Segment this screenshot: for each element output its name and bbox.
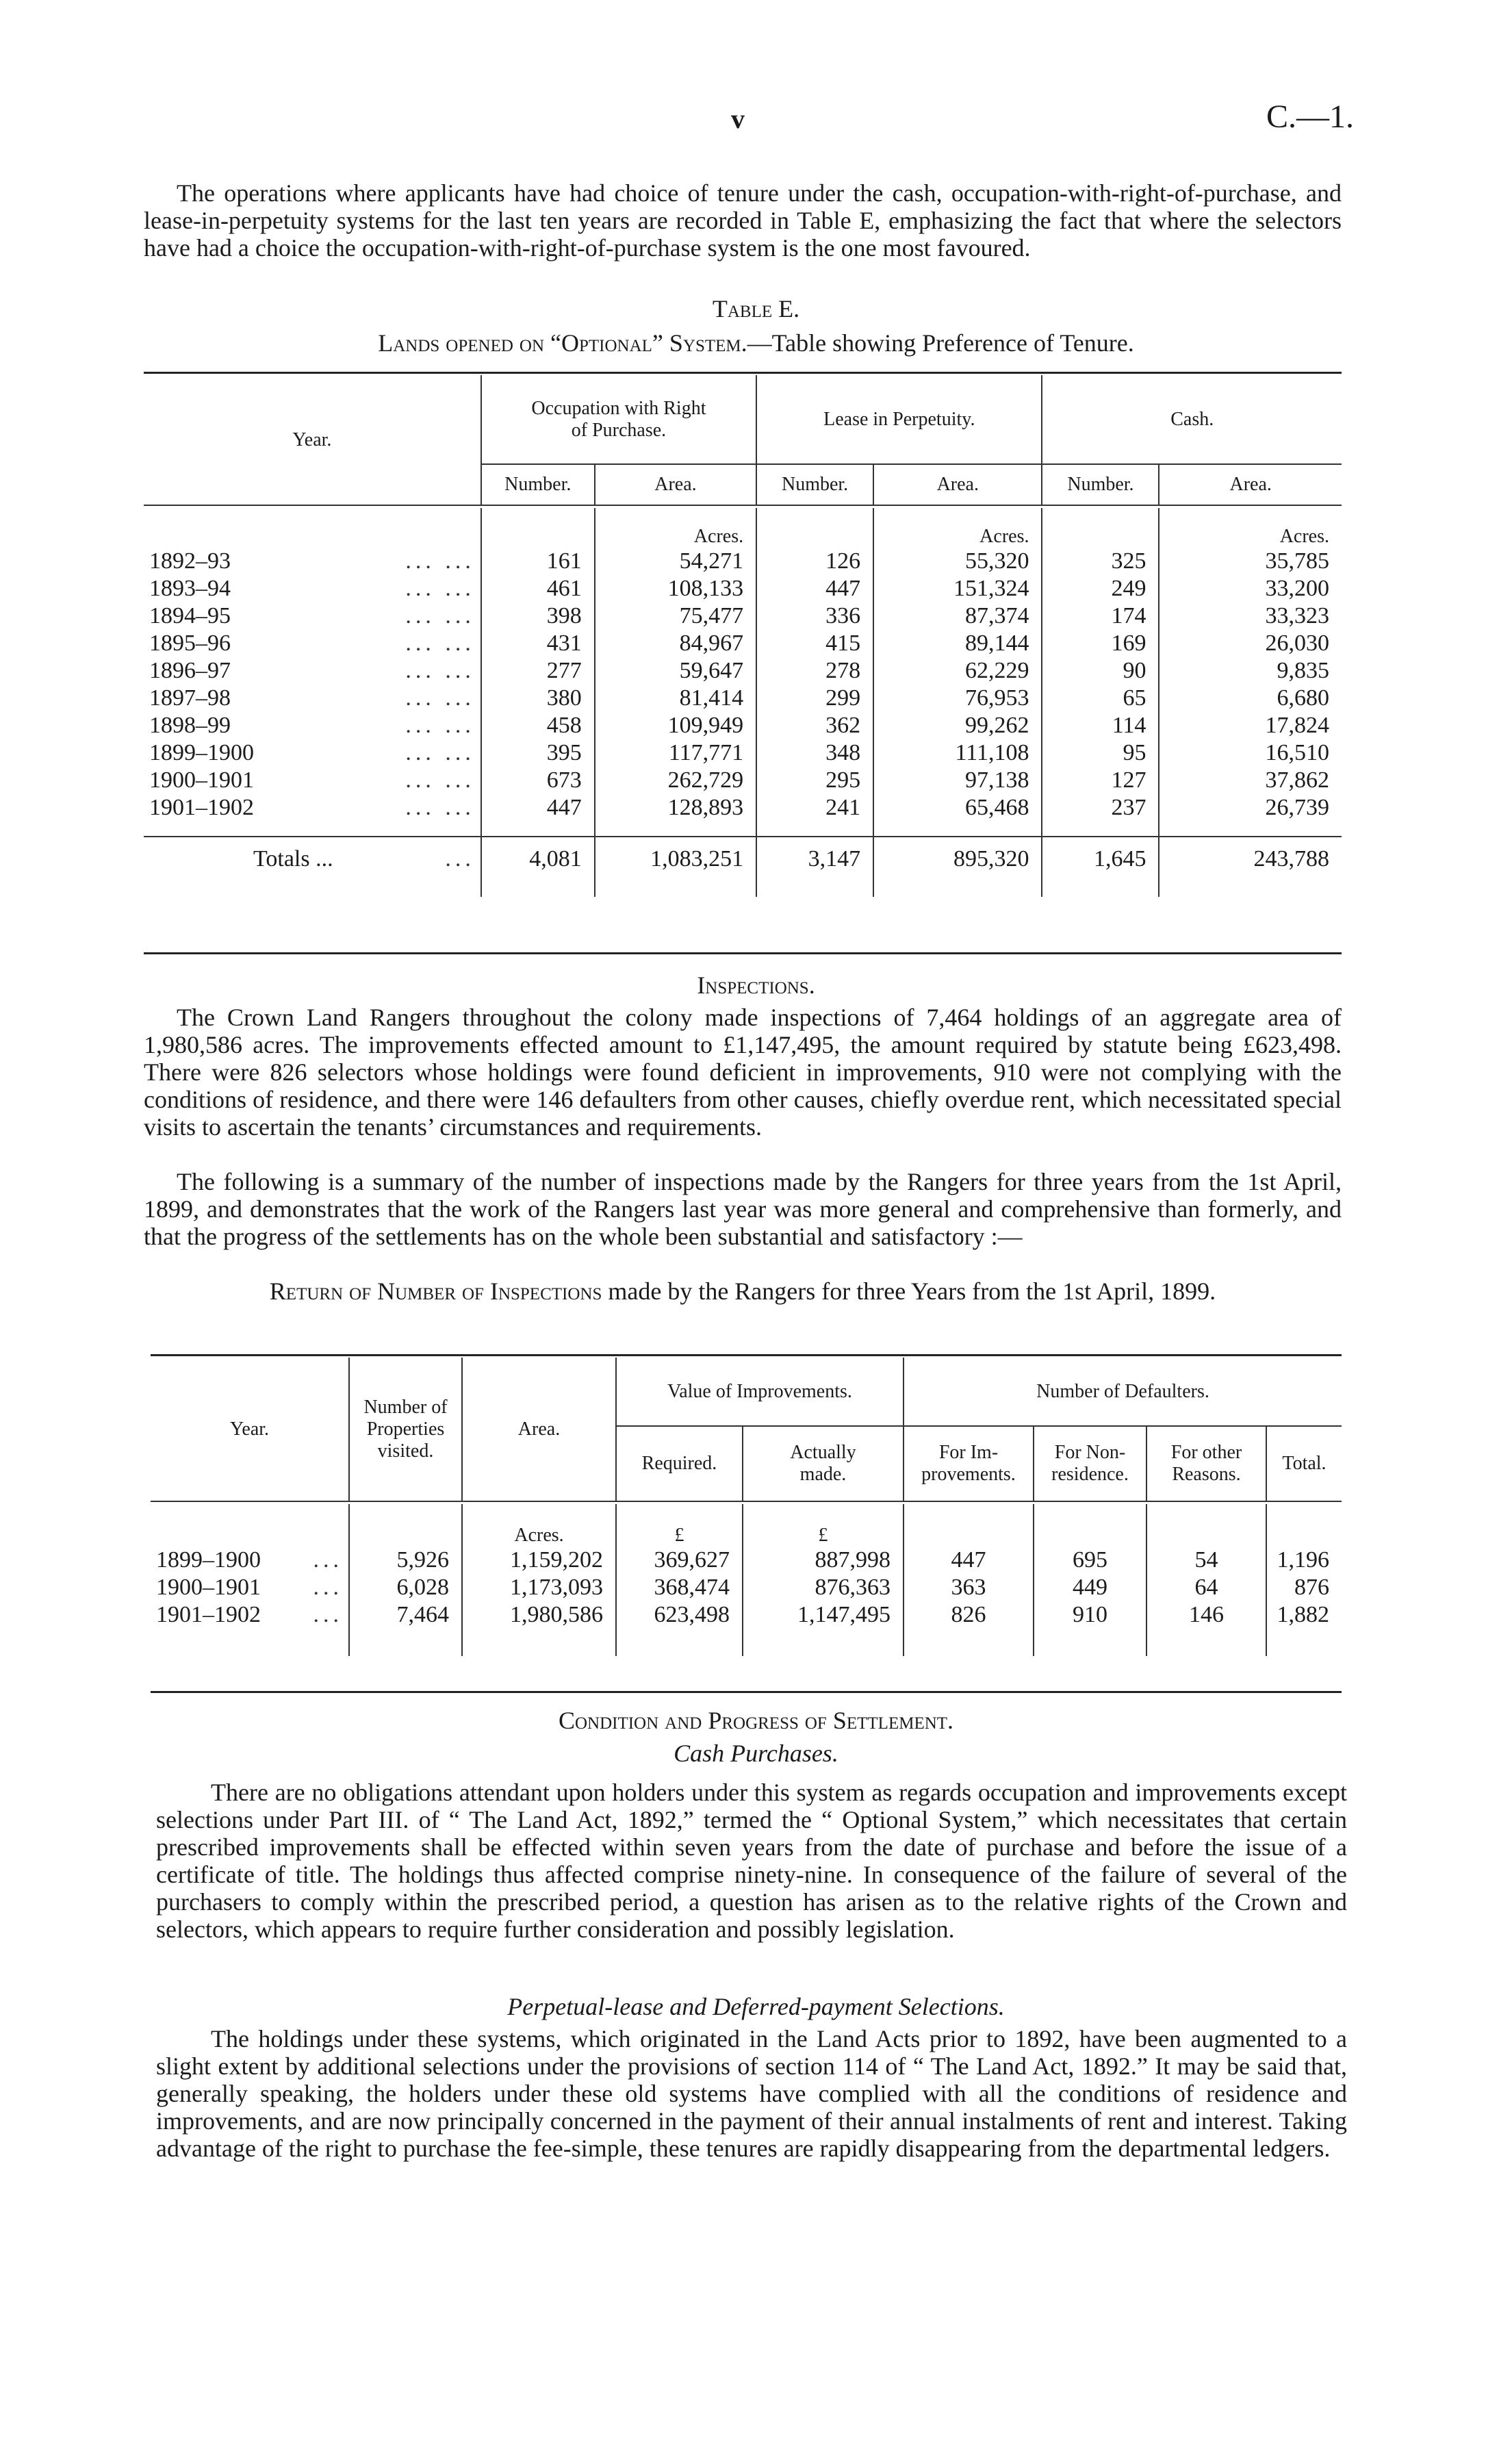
orp-number-cell: 398 — [481, 602, 595, 630]
lip-area-cell: 62,229 — [873, 657, 1042, 685]
year-label: 1899–1900 — [156, 1547, 261, 1573]
properties-cell: 6,028 — [349, 1574, 462, 1601]
table-e-year-header: Year. — [292, 429, 332, 450]
total-cash-number: 1,645 — [1042, 837, 1159, 880]
year-cell — [144, 548, 481, 575]
table-row — [144, 602, 1342, 630]
lip-number-cell: 299 — [756, 685, 873, 712]
lip-number-cell: 278 — [756, 657, 873, 685]
total-lip-number: 3,147 — [756, 837, 873, 880]
table-e-unit-acres: Acres. — [1159, 508, 1342, 548]
table-row — [144, 630, 1342, 657]
cash-number-cell: 114 — [1042, 712, 1159, 739]
year-cell — [151, 1547, 349, 1574]
cash-number-cell: 127 — [1042, 767, 1159, 794]
table-e-totals-label — [144, 837, 481, 880]
lip-number-cell: 336 — [756, 602, 873, 630]
for-other-cell: 54 — [1146, 1547, 1266, 1574]
year-label: 1901–1902 — [156, 1602, 261, 1627]
table-row — [144, 712, 1342, 739]
total-lip-area: 895,320 — [873, 837, 1042, 880]
return-sub-for-improvements: For Im-provements. — [904, 1426, 1034, 1501]
page-number: v — [731, 103, 745, 134]
year-label: 1894–95 — [149, 603, 231, 628]
leader-dots: ... ... — [405, 713, 475, 738]
actual-cell: 876,363 — [743, 1574, 904, 1601]
for-improvements-cell: 363 — [904, 1574, 1034, 1601]
orp-area-cell: 109,949 — [595, 712, 756, 739]
table-row — [144, 548, 1342, 575]
total-cell: 876 — [1266, 1574, 1342, 1601]
year-label: 1895–96 — [149, 631, 231, 656]
table-row — [151, 1601, 1342, 1629]
year-label: 1898–99 — [149, 713, 231, 738]
return-table-body — [151, 1547, 1342, 1629]
table-e-caption-prefix: Lands opened on “Optional” System. — [378, 329, 747, 357]
return-group-value: Value of Improvements. — [616, 1358, 904, 1426]
cash-area-cell: 33,323 — [1159, 602, 1342, 630]
year-label: 1901–1902 — [149, 795, 254, 820]
leader-dots: ... ... — [405, 548, 475, 574]
properties-cell: 5,926 — [349, 1547, 462, 1574]
orp-number-cell: 277 — [481, 657, 595, 685]
perpetual-lease-paragraph: The holdings under these systems, which originated in the Land Acts prior to 1892, have been augmented to a slight extent by additional selections under the provisions of section 114 of “ The Land Act, 1892.” It may be said that, generally speaking, the holders under these old systems have complied with all the conditions of residence and improvements, and are now principally concerned in the payment of their annual instalments of rent and interest. Taking advantage of the right to purchase the fee-simple, these tenures are rapidly disappearing from the departmental ledgers. — [156, 2025, 1347, 2162]
lip-number-cell: 295 — [756, 767, 873, 794]
table-row — [144, 575, 1342, 602]
properties-cell: 7,464 — [349, 1601, 462, 1629]
table-row — [144, 739, 1342, 767]
document-reference: C.—1. — [1266, 99, 1355, 135]
cash-number-cell: 325 — [1042, 548, 1159, 575]
leader-dots: ... ... — [405, 767, 475, 793]
lip-number-cell: 447 — [756, 575, 873, 602]
orp-number-cell: 431 — [481, 630, 595, 657]
for-improvements-cell: 826 — [904, 1601, 1034, 1629]
table-e-sub-number: Number. — [481, 464, 595, 505]
inspections-paragraph-1: The Crown Land Rangers throughout the colony made inspections of 7,464 holdings of an aggregate area of 1,980,586 acres. The improvements effected amount to £1,147,495, the amount required by statute being £623,498. There were 826 selectors whose holdings were found deficient in improvements, 910 were not complying with the conditions of residence, and there were 146 defaulters from other causes, chiefly overdue rent, which necessitated special visits to ascertain the tenants’ circumstances and requirements. — [144, 1004, 1342, 1141]
year-label: 1896–97 — [149, 658, 231, 683]
return-area-header: Area. — [462, 1358, 616, 1501]
return-sub-for-nonresidence: For Non-residence. — [1034, 1426, 1146, 1501]
cash-area-cell: 17,824 — [1159, 712, 1342, 739]
total-orp-area: 1,083,251 — [595, 837, 756, 880]
return-unit-pound: £ — [743, 1504, 904, 1547]
lip-area-cell: 99,262 — [873, 712, 1042, 739]
year-label: 1900–1901 — [149, 767, 254, 793]
return-sub-total: Total. — [1266, 1426, 1342, 1501]
lip-number-cell: 348 — [756, 739, 873, 767]
total-cash-area: 243,788 — [1159, 837, 1342, 880]
year-cell — [144, 657, 481, 685]
table-e-sub-number: Number. — [1042, 464, 1159, 505]
year-cell — [144, 739, 481, 767]
cash-purchases-paragraph: There are no obligations attendant upon holders under this system as regards occupation and improvements except selections under Part III. of “ The Land Act, 1892,” termed the “ Optional System,” which necessitates that certain prescribed improvements shall be effected within seven years from the date of purchase and before the issue of a certificate of title. The holdings thus affected comprise ninety-nine. In consequence of the failure of several of the purchasers to comply within the prescribed period, a question has arisen as to the relative rights of the Crown and selectors, which appears to require further consideration and possibly legislation. — [156, 1779, 1347, 1943]
required-cell: 369,627 — [616, 1547, 743, 1574]
table-e-top-rule — [144, 372, 1342, 374]
lip-area-cell: 55,320 — [873, 548, 1042, 575]
orp-area-cell: 54,271 — [595, 548, 756, 575]
total-cell: 1,196 — [1266, 1547, 1342, 1574]
table-e-sub-number: Number. — [756, 464, 873, 505]
leader-dots: ... ... — [405, 685, 475, 711]
year-cell — [144, 630, 481, 657]
lip-area-cell: 111,108 — [873, 739, 1042, 767]
intro-paragraph: The operations where applicants have had choice of tenure under the cash, occupation-with-right-of-purchase, and lease-in-perpetuity systems for the last ten years are recorded in Table E, emphasizing the fact that where the selectors have had a choice the occupation-with-right-of-purchase system is the one most favoured. — [144, 179, 1342, 262]
cash-number-cell: 249 — [1042, 575, 1159, 602]
totals-label: Totals ... — [253, 845, 333, 872]
leader-dots: ... ... — [405, 795, 475, 820]
cash-area-cell: 37,862 — [1159, 767, 1342, 794]
leader-dots: ... ... — [405, 631, 475, 656]
orp-area-cell: 81,414 — [595, 685, 756, 712]
table-row — [144, 794, 1342, 822]
table-e-group-lip: Lease in Perpetuity. — [756, 375, 1042, 464]
actual-cell: 887,998 — [743, 1547, 904, 1574]
year-label: 1893–94 — [149, 576, 231, 601]
table-e-group-orp: Occupation with Right of Purchase. — [481, 375, 756, 464]
orp-area-cell: 262,729 — [595, 767, 756, 794]
orp-number-cell: 380 — [481, 685, 595, 712]
lip-number-cell: 362 — [756, 712, 873, 739]
year-label: 1899–1900 — [149, 740, 254, 765]
table-e-sub-area: Area. — [1159, 464, 1342, 505]
cash-area-cell: 35,785 — [1159, 548, 1342, 575]
lip-number-cell: 415 — [756, 630, 873, 657]
orp-number-cell: 673 — [481, 767, 595, 794]
year-label: 1892–93 — [149, 548, 231, 574]
lip-number-cell: 126 — [756, 548, 873, 575]
return-caption-rest: made by the Rangers for three Years from the 1st April, 1899. — [608, 1277, 1216, 1305]
inspections-heading: Inspections. — [697, 971, 815, 999]
cash-area-cell: 9,835 — [1159, 657, 1342, 685]
leader-dots: ... — [313, 1547, 343, 1573]
table-e-sub-area: Area. — [873, 464, 1042, 505]
return-caption-title: Return of Number of Inspections — [269, 1277, 602, 1305]
inspections-paragraph-2: The following is a summary of the number of inspections made by the Rangers for three years from the 1st April, 1899, and demonstrates that the work of the Rangers last year was more general and comprehensive than formerly, and that the progress of the settlements has on the whole been substantial and satisfactory :— — [144, 1168, 1342, 1250]
leader-dots: ... ... — [405, 740, 475, 765]
orp-area-cell: 117,771 — [595, 739, 756, 767]
year-cell — [144, 767, 481, 794]
table-row — [144, 685, 1342, 712]
return-props-header: Number of Properties visited. — [349, 1358, 462, 1501]
table-e — [144, 375, 1342, 897]
year-cell — [151, 1574, 349, 1601]
orp-area-cell: 128,893 — [595, 794, 756, 822]
perpetual-lease-subheading: Perpetual-lease and Deferred-payment Selections. — [507, 1993, 1005, 2020]
orp-number-cell: 461 — [481, 575, 595, 602]
cash-area-cell: 26,030 — [1159, 630, 1342, 657]
orp-number-cell: 161 — [481, 548, 595, 575]
table-e-body — [144, 548, 1342, 822]
table-row — [151, 1574, 1342, 1601]
totals-leader-dots: ... — [445, 845, 475, 872]
cash-number-cell: 169 — [1042, 630, 1159, 657]
cash-area-cell: 6,680 — [1159, 685, 1342, 712]
return-table-top-rule — [151, 1354, 1342, 1356]
year-cell — [144, 575, 481, 602]
actual-cell: 1,147,495 — [743, 1601, 904, 1629]
cash-number-cell: 65 — [1042, 685, 1159, 712]
area-cell: 1,980,586 — [462, 1601, 616, 1629]
lip-area-cell: 76,953 — [873, 685, 1042, 712]
for-other-cell: 64 — [1146, 1574, 1266, 1601]
table-e-caption-suffix: —Table showing Preference of Tenure. — [747, 329, 1134, 357]
year-cell — [151, 1601, 349, 1629]
year-cell — [144, 712, 481, 739]
lip-area-cell: 151,324 — [873, 575, 1042, 602]
return-table-bottom-rule — [151, 1691, 1342, 1693]
return-caption — [144, 1277, 1342, 1305]
cash-area-cell: 26,739 — [1159, 794, 1342, 822]
year-cell — [144, 602, 481, 630]
leader-dots: ... — [313, 1602, 343, 1627]
year-cell — [144, 685, 481, 712]
table-e-group-cash: Cash. — [1042, 375, 1342, 464]
for-other-cell: 146 — [1146, 1601, 1266, 1629]
cash-number-cell: 237 — [1042, 794, 1159, 822]
table-e-bottom-rule — [144, 952, 1342, 954]
return-table — [151, 1358, 1342, 1656]
lip-area-cell: 65,468 — [873, 794, 1042, 822]
table-row — [144, 767, 1342, 794]
lip-number-cell: 241 — [756, 794, 873, 822]
table-e-sub-area: Area. — [595, 464, 756, 505]
return-sub-other-reasons: For other Reasons. — [1146, 1426, 1266, 1501]
lip-area-cell: 97,138 — [873, 767, 1042, 794]
cash-number-cell: 174 — [1042, 602, 1159, 630]
orp-area-cell: 108,133 — [595, 575, 756, 602]
year-label: 1897–98 — [149, 685, 231, 711]
orp-number-cell: 458 — [481, 712, 595, 739]
table-row — [144, 657, 1342, 685]
table-row — [151, 1547, 1342, 1574]
return-sub-actual: Actually made. — [743, 1426, 904, 1501]
area-cell: 1,159,202 — [462, 1547, 616, 1574]
required-cell: 623,498 — [616, 1601, 743, 1629]
leader-dots: ... ... — [405, 658, 475, 683]
for-nonresidence-cell: 449 — [1034, 1574, 1146, 1601]
return-sub-required: Required. — [616, 1426, 743, 1501]
total-cell: 1,882 — [1266, 1601, 1342, 1629]
table-e-unit-acres: Acres. — [873, 508, 1042, 548]
return-unit-acres: Acres. — [462, 1504, 616, 1547]
cash-number-cell: 90 — [1042, 657, 1159, 685]
leader-dots: ... — [313, 1575, 343, 1600]
area-cell: 1,173,093 — [462, 1574, 616, 1601]
return-year-header: Year. — [229, 1418, 270, 1440]
for-nonresidence-cell: 695 — [1034, 1547, 1146, 1574]
return-group-defaulters: Number of Defaulters. — [904, 1358, 1342, 1426]
orp-number-cell: 395 — [481, 739, 595, 767]
orp-area-cell: 84,967 — [595, 630, 756, 657]
year-label: 1900–1901 — [156, 1575, 261, 1600]
cash-purchases-subheading: Cash Purchases. — [674, 1740, 838, 1767]
table-e-caption — [0, 329, 1512, 357]
orp-area-cell: 59,647 — [595, 657, 756, 685]
for-improvements-cell: 447 — [904, 1547, 1034, 1574]
settlement-heading: Condition and Progress of Settlement. — [558, 1707, 954, 1734]
total-orp-number: 4,081 — [481, 837, 595, 880]
table-e-label: Table E. — [712, 295, 800, 322]
required-cell: 368,474 — [616, 1574, 743, 1601]
leader-dots: ... ... — [405, 603, 475, 628]
table-e-unit-acres: Acres. — [595, 508, 756, 548]
orp-number-cell: 447 — [481, 794, 595, 822]
cash-area-cell: 33,200 — [1159, 575, 1342, 602]
leader-dots: ... ... — [405, 576, 475, 601]
orp-area-cell: 75,477 — [595, 602, 756, 630]
return-unit-pound: £ — [616, 1504, 743, 1547]
for-nonresidence-cell: 910 — [1034, 1601, 1146, 1629]
lip-area-cell: 89,144 — [873, 630, 1042, 657]
cash-area-cell: 16,510 — [1159, 739, 1342, 767]
lip-area-cell: 87,374 — [873, 602, 1042, 630]
year-cell — [144, 794, 481, 822]
cash-number-cell: 95 — [1042, 739, 1159, 767]
